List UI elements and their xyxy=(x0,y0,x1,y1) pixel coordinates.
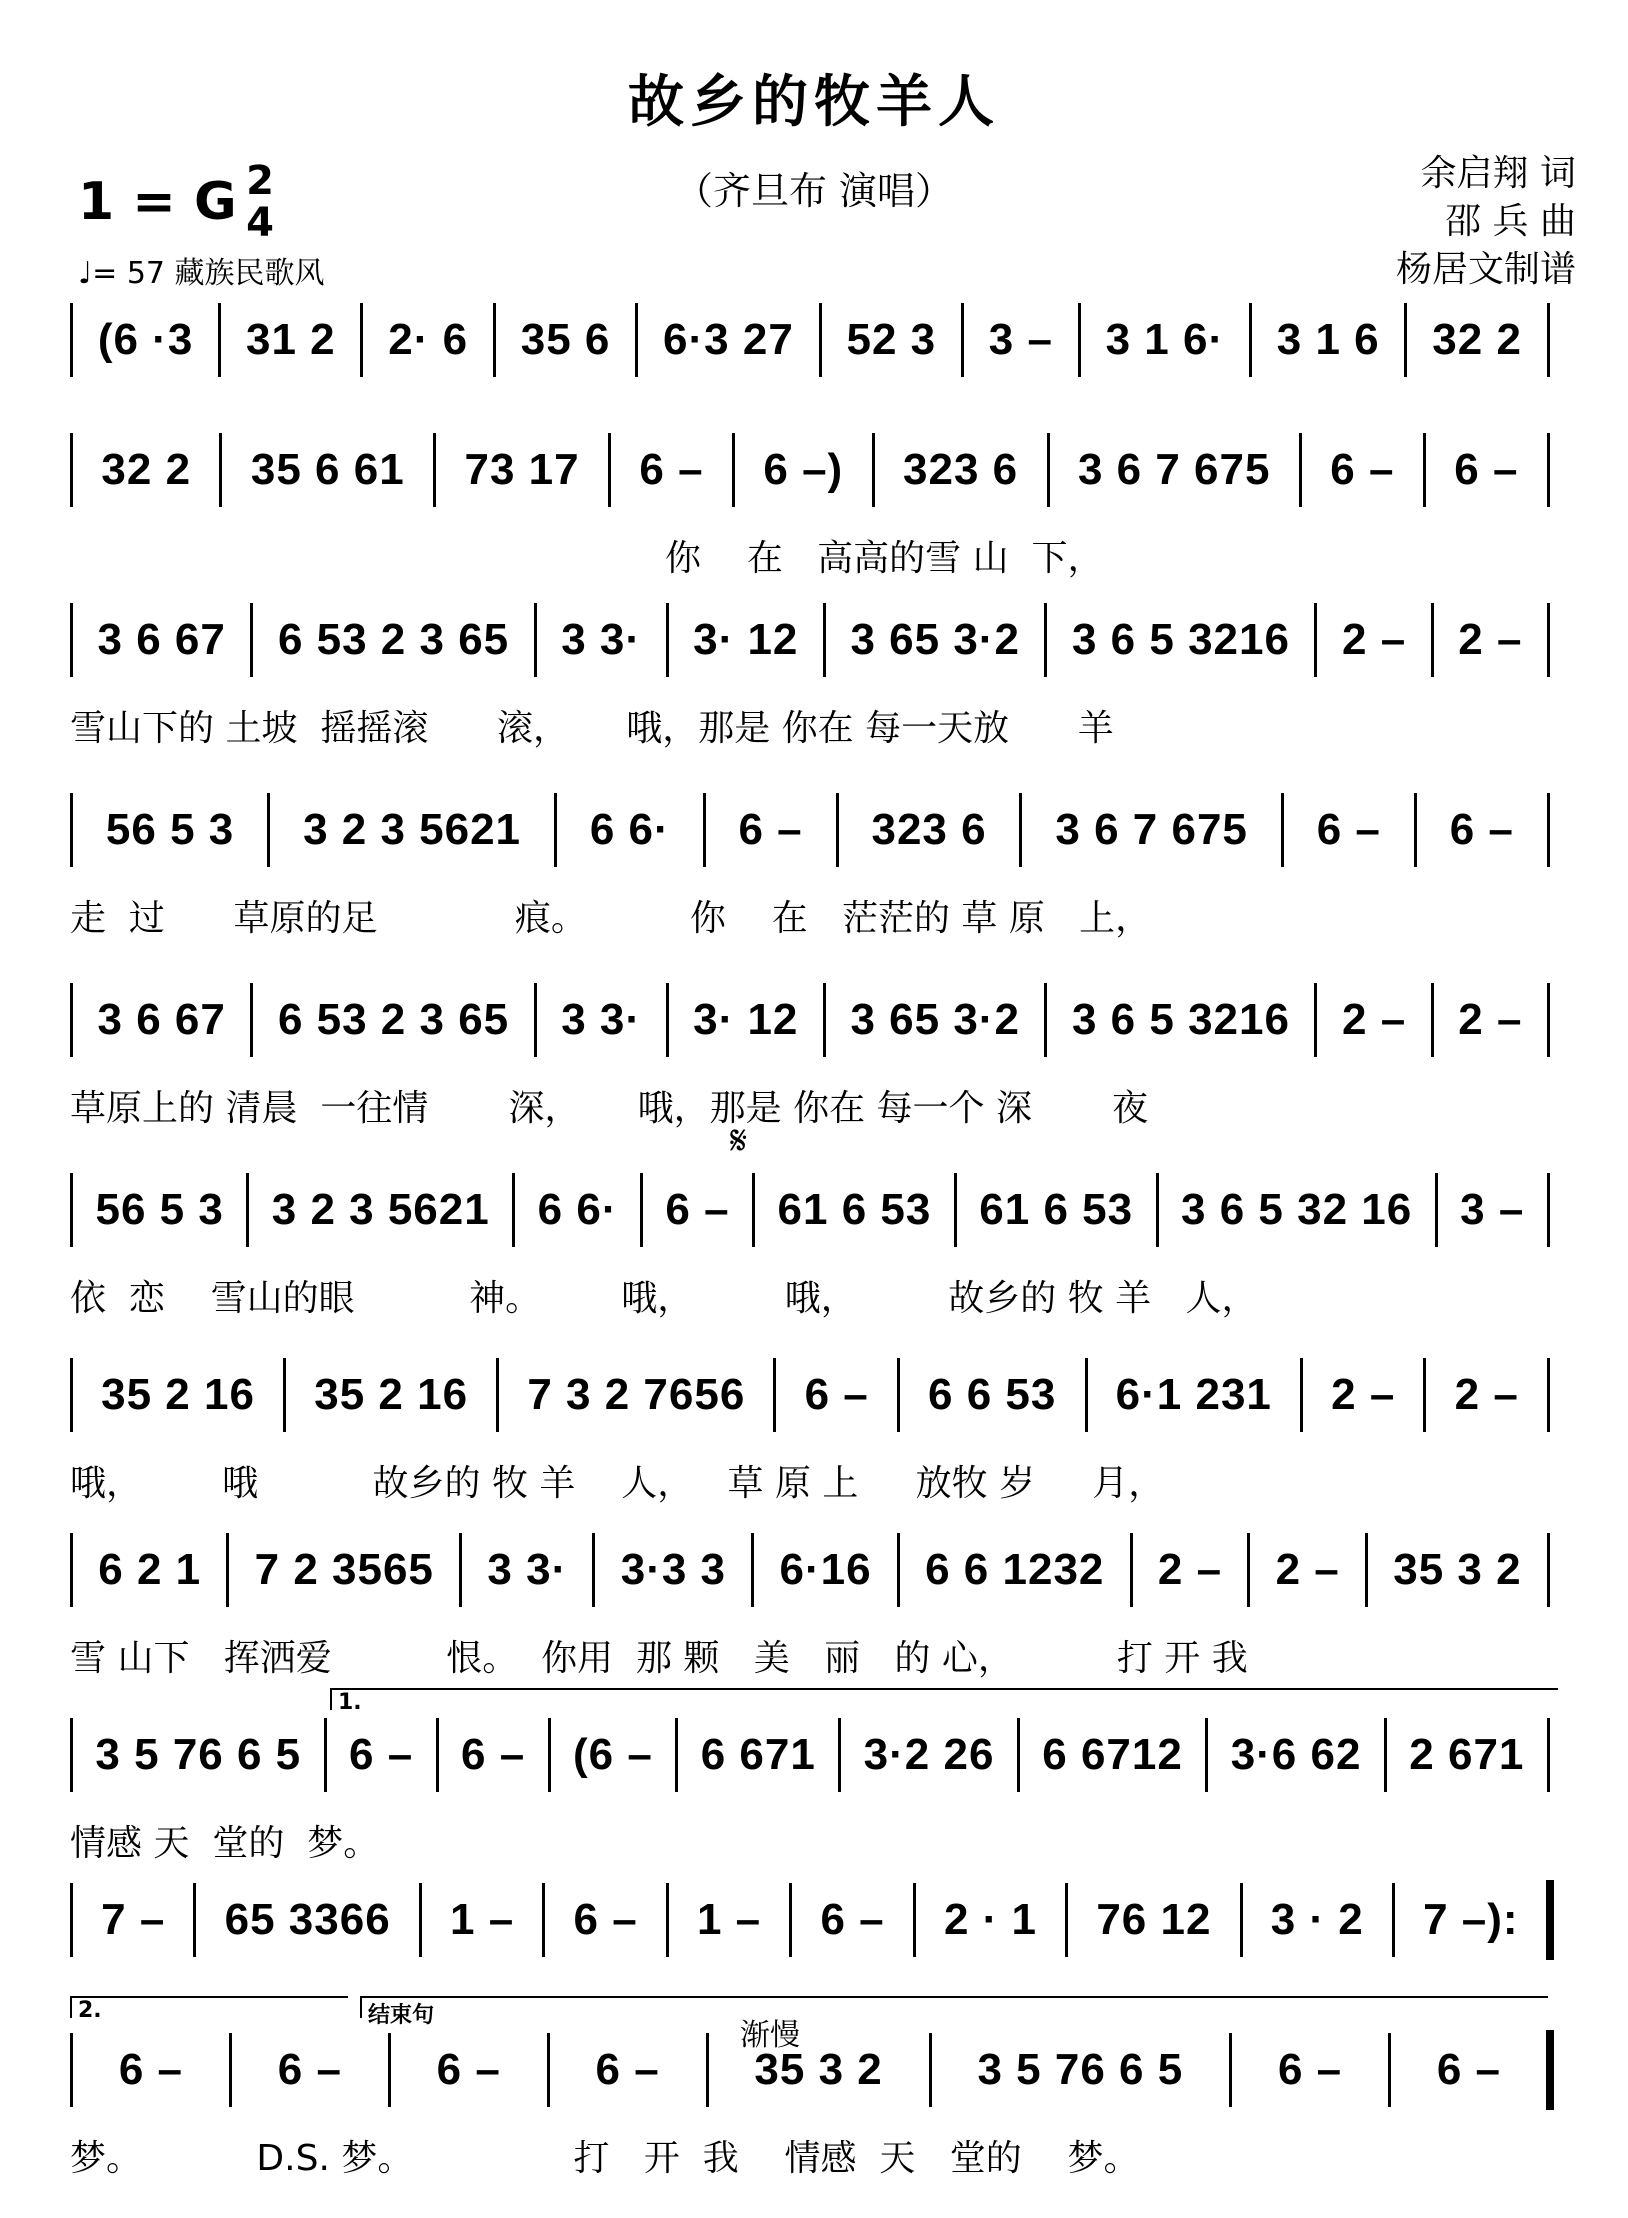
measure: 6 – xyxy=(595,2045,660,2094)
measure: 3· 12 xyxy=(693,995,799,1044)
measure: (6 ·3 xyxy=(97,315,194,364)
barline xyxy=(961,303,964,377)
barline xyxy=(732,433,735,507)
measure: 3 1 6 xyxy=(1276,315,1380,364)
barline xyxy=(819,303,822,377)
measure: 6 671 xyxy=(700,1730,816,1779)
volta-2: 2. xyxy=(70,1996,348,2018)
singer-line: （齐旦布 演唱） xyxy=(674,169,954,213)
lyricist: 余启翔 词 xyxy=(1420,153,1576,194)
measure: 56 5 3 xyxy=(95,1185,224,1234)
lyrics-row: 雪山下的 土坡 摇摇滚 滚， 哦，那是 你在 每一天放 羊 xyxy=(70,708,1114,749)
barline xyxy=(70,2033,73,2107)
measure: 6 – xyxy=(738,805,803,854)
measure: 3 · 2 xyxy=(1270,1895,1364,1944)
measure: 6 – xyxy=(118,2045,184,2094)
volta-1: 1. xyxy=(330,1688,1558,1710)
barline xyxy=(70,793,73,867)
barline xyxy=(1365,1533,1368,1607)
measure: 3· 12 xyxy=(693,615,799,664)
barline xyxy=(70,1533,73,1607)
measure: 61 6 53 xyxy=(979,1185,1134,1234)
final-barline xyxy=(1546,2030,1554,2110)
measure: 6 53 2 3 65 xyxy=(277,615,510,664)
measure: 73 17 xyxy=(464,445,580,494)
ending-phrase: 结束句 xyxy=(360,1996,1548,2018)
arranger: 杨居文制谱 xyxy=(1395,249,1576,290)
notes-row xyxy=(70,1170,1550,1250)
measure: 3 6 5 32 16 xyxy=(1181,1185,1413,1234)
measure: 2· 6 xyxy=(388,315,469,364)
barline xyxy=(773,1358,776,1432)
barline xyxy=(1044,983,1047,1057)
measure: 7 2 3565 xyxy=(254,1545,434,1594)
barline xyxy=(1404,303,1407,377)
barline xyxy=(548,1718,551,1792)
measure: 6 –) xyxy=(763,445,844,494)
barline xyxy=(419,1883,422,1957)
lyrics-row: 梦。 D.S. 梦。 打 开 我 情感 天 堂的 梦。 xyxy=(70,2138,1140,2179)
measure: 7 –): xyxy=(1423,1895,1519,1944)
lyrics-row: 哦， 哦 故乡的 牧 羊 人， 草 原 上 放牧 岁 月， xyxy=(70,1463,1165,1504)
measure: 3 – xyxy=(1460,1185,1525,1234)
measure: 3 2 3 5621 xyxy=(303,805,522,854)
measure: 323 6 xyxy=(871,805,987,854)
barline xyxy=(493,303,496,377)
measure: 6 6712 xyxy=(1042,1730,1183,1779)
measure: 6 53 2 3 65 xyxy=(277,995,510,1044)
measure: 6 – xyxy=(665,1185,730,1234)
measure: 3 3· xyxy=(487,1545,568,1594)
barline xyxy=(229,2033,232,2107)
barline xyxy=(1547,1533,1550,1607)
measure: 3 – xyxy=(988,315,1053,364)
barline xyxy=(1414,793,1417,867)
barline xyxy=(703,793,706,867)
time-signature xyxy=(240,160,280,244)
barline xyxy=(789,1883,792,1957)
measure: 2 – xyxy=(1458,615,1523,664)
barline xyxy=(554,793,557,867)
notes-row xyxy=(70,430,1550,510)
composer: 邵 兵 曲 xyxy=(1445,201,1576,242)
measure: 35 2 16 xyxy=(314,1370,469,1419)
barline xyxy=(1247,1533,1250,1607)
barline xyxy=(70,1718,73,1792)
time-bottom: 4 xyxy=(246,200,274,246)
measure: 56 5 3 xyxy=(105,805,235,854)
measure: 6 – xyxy=(461,1730,526,1779)
measure: 3 6 7 675 xyxy=(1077,445,1271,494)
measure: 61 6 53 xyxy=(777,1185,932,1234)
barline xyxy=(1547,303,1550,377)
barline xyxy=(70,1358,73,1432)
barline xyxy=(547,2033,550,2107)
barline xyxy=(897,1533,900,1607)
barline xyxy=(250,983,253,1057)
notes-row xyxy=(70,1355,1550,1435)
measure: 35 6 xyxy=(520,315,611,364)
notes-row xyxy=(70,1530,1550,1610)
measure: 6 – xyxy=(804,1370,869,1419)
repeat-barline xyxy=(1546,1880,1554,1960)
measure: 3 6 5 3216 xyxy=(1071,995,1290,1044)
song-title: 故乡的牧羊人 xyxy=(628,69,1000,135)
notes-row xyxy=(70,2030,1550,2110)
barline xyxy=(433,433,436,507)
barline xyxy=(1047,433,1050,507)
barline xyxy=(512,1173,515,1247)
measure: 35 6 61 xyxy=(250,445,405,494)
measure: 3·3 3 xyxy=(620,1545,727,1594)
barline xyxy=(1392,1883,1395,1957)
barline xyxy=(1431,603,1434,677)
measure: 2 – xyxy=(1342,995,1407,1044)
measure: 1 – xyxy=(450,1895,515,1944)
barline xyxy=(1314,983,1317,1057)
measure: 2 – xyxy=(1157,1545,1223,1594)
measure: 3 6 7 675 xyxy=(1055,805,1248,854)
measure: 65 3366 xyxy=(224,1895,391,1944)
measure: 6 6· xyxy=(537,1185,618,1234)
barline xyxy=(635,303,638,377)
barline xyxy=(752,1173,755,1247)
notes-row xyxy=(70,980,1550,1060)
notes-row xyxy=(70,790,1550,870)
barline xyxy=(219,433,222,507)
barline xyxy=(193,1883,196,1957)
segno-mark: 𝄋 xyxy=(730,1118,748,1164)
barline xyxy=(496,1358,499,1432)
barline xyxy=(534,983,537,1057)
barline xyxy=(1130,1533,1133,1607)
barline xyxy=(1281,793,1284,867)
barline xyxy=(666,603,669,677)
barline xyxy=(1085,1358,1088,1432)
barline xyxy=(1431,983,1434,1057)
barline xyxy=(706,2033,709,2107)
measure: 6·16 xyxy=(779,1545,872,1594)
barline xyxy=(608,433,611,507)
measure: 6·1 231 xyxy=(1115,1370,1272,1419)
measure: 6 – xyxy=(436,2045,501,2094)
barline xyxy=(1547,433,1550,507)
lyrics-row: 草原上的 清晨 一往情 深， 哦，那是 你在 每一个 深 夜 xyxy=(70,1088,1149,1129)
measure: 76 12 xyxy=(1096,1895,1212,1944)
measure: 3 6 67 xyxy=(97,615,226,664)
measure: 2 – xyxy=(1454,1370,1519,1419)
barline xyxy=(283,1358,286,1432)
barline xyxy=(1547,1173,1550,1247)
measure: 7 – xyxy=(101,1895,166,1944)
measure: 6 6 1232 xyxy=(925,1545,1105,1594)
barline xyxy=(388,2033,391,2107)
barline xyxy=(1314,603,1317,677)
notes-row xyxy=(70,600,1550,680)
lyrics-row: 情感 天 堂的 梦。 xyxy=(70,1823,380,1864)
measure: 2 · 1 xyxy=(943,1895,1037,1944)
barline xyxy=(897,1358,900,1432)
measure: 6 – xyxy=(1449,805,1514,854)
ritardando: 渐慢 xyxy=(740,2018,800,2053)
barline xyxy=(1017,1718,1020,1792)
barline xyxy=(1423,1358,1426,1432)
tempo-marking: ♩= 57 藏族民歌风 xyxy=(78,256,325,291)
measure: 3 65 3·2 xyxy=(850,615,1020,664)
measure: 32 2 xyxy=(101,445,192,494)
credits xyxy=(1396,150,1576,294)
barline xyxy=(751,1533,754,1607)
measure: 35 3 2 xyxy=(754,2045,883,2094)
notes-row xyxy=(70,1880,1550,1960)
measure: 35 3 2 xyxy=(1393,1545,1522,1594)
barline xyxy=(1547,603,1550,677)
measure: 6 – xyxy=(349,1730,414,1779)
barline xyxy=(1547,1718,1550,1792)
barline xyxy=(250,603,253,677)
barline xyxy=(1547,1358,1550,1432)
measure: 1 – xyxy=(696,1895,762,1944)
barline xyxy=(1249,303,1252,377)
barline xyxy=(929,2033,932,2107)
barline xyxy=(666,1883,669,1957)
barline xyxy=(1388,2033,1391,2107)
barline xyxy=(534,603,537,677)
measure: 6 – xyxy=(277,2045,342,2094)
barline xyxy=(954,1173,957,1247)
measure: 6 – xyxy=(1330,445,1395,494)
measure: (6 – xyxy=(573,1730,653,1779)
barline xyxy=(1229,2033,1232,2107)
barline xyxy=(1156,1173,1159,1247)
barline xyxy=(246,1173,249,1247)
barline xyxy=(1240,1883,1243,1957)
measure: 2 671 xyxy=(1409,1730,1525,1779)
barline xyxy=(324,1718,327,1792)
measure: 3 3· xyxy=(561,615,642,664)
lyrics-row: 你 在 高高的雪 山 下， xyxy=(70,538,1104,579)
barline xyxy=(70,303,73,377)
barline xyxy=(1044,603,1047,677)
barline xyxy=(70,1173,73,1247)
barline xyxy=(823,603,826,677)
measure: 6 – xyxy=(1277,2045,1343,2094)
measure: 6 6 53 xyxy=(928,1370,1057,1419)
barline xyxy=(436,1718,439,1792)
barline xyxy=(1547,983,1550,1057)
barline xyxy=(267,793,270,867)
barline xyxy=(1300,1358,1303,1432)
measure: 6 – xyxy=(639,445,704,494)
measure: 2 – xyxy=(1331,1370,1396,1419)
barline xyxy=(542,1883,545,1957)
measure: 6 – xyxy=(573,1895,638,1944)
barline xyxy=(218,303,221,377)
measure: 2 – xyxy=(1342,615,1407,664)
notes-row xyxy=(70,300,1550,380)
measure: 35 2 16 xyxy=(101,1370,255,1419)
barline xyxy=(70,433,73,507)
measure: 6 6· xyxy=(589,805,670,854)
barline xyxy=(592,1533,595,1607)
barline xyxy=(666,983,669,1057)
measure: 2 – xyxy=(1458,995,1523,1044)
barline xyxy=(1547,793,1550,867)
key-signature: 1 = G xyxy=(78,172,237,232)
barline xyxy=(70,603,73,677)
measure: 323 6 xyxy=(903,445,1019,494)
barline xyxy=(640,1173,643,1247)
measure: 6 – xyxy=(1316,805,1381,854)
measure: 2 – xyxy=(1275,1545,1340,1594)
measure: 7 3 2 7656 xyxy=(527,1370,746,1419)
barline xyxy=(838,1718,841,1792)
measure: 6 – xyxy=(820,1895,885,1944)
measure: 6·3 27 xyxy=(663,315,794,364)
measure: 3 5 76 6 5 xyxy=(977,2045,1184,2094)
barline xyxy=(675,1718,678,1792)
measure: 32 2 xyxy=(1432,315,1522,364)
barline xyxy=(1065,1883,1068,1957)
barline xyxy=(226,1533,229,1607)
measure: 52 3 xyxy=(846,315,937,364)
barline xyxy=(1019,793,1022,867)
barline xyxy=(1205,1718,1208,1792)
measure: 6 – xyxy=(1436,2045,1501,2094)
measure: 3·6 62 xyxy=(1230,1730,1362,1779)
barline xyxy=(70,983,73,1057)
measure: 3 6 67 xyxy=(97,995,226,1044)
barline xyxy=(913,1883,916,1957)
barline xyxy=(1423,433,1426,507)
barline xyxy=(360,303,363,377)
lyrics-row: 走 过 草原的足 痕。 你 在 茫茫的 草 原 上， xyxy=(70,898,1152,939)
barline xyxy=(459,1533,462,1607)
barline xyxy=(823,983,826,1057)
measure: 3 65 3·2 xyxy=(850,995,1020,1044)
measure: 6 2 1 xyxy=(98,1545,202,1594)
measure: 3 2 3 5621 xyxy=(271,1185,490,1234)
lyrics-row: 雪 山下 挥洒爱 恨。 你用 那 颗 美 丽 的 心， 打 开 我 xyxy=(70,1638,1248,1679)
barline xyxy=(836,793,839,867)
measure: 3 5 76 6 5 xyxy=(95,1730,302,1779)
measure: 3 6 5 3216 xyxy=(1071,615,1290,664)
measure: 31 2 xyxy=(245,315,336,364)
measure: 3·2 26 xyxy=(863,1730,995,1779)
notes-row xyxy=(70,1715,1550,1795)
barline xyxy=(1299,433,1302,507)
lyrics-row: 依 恋 雪山的眼 神。 哦， 哦， 故乡的 牧 羊 人， xyxy=(70,1278,1258,1319)
time-top: 2 xyxy=(246,158,274,204)
measure: 6 – xyxy=(1454,445,1519,494)
measure: 3 3· xyxy=(561,995,642,1044)
barline xyxy=(1384,1718,1387,1792)
barline xyxy=(1435,1173,1438,1247)
barline xyxy=(1078,303,1081,377)
measure: 3 1 6· xyxy=(1105,315,1225,364)
barline xyxy=(70,1883,73,1957)
barline xyxy=(872,433,875,507)
